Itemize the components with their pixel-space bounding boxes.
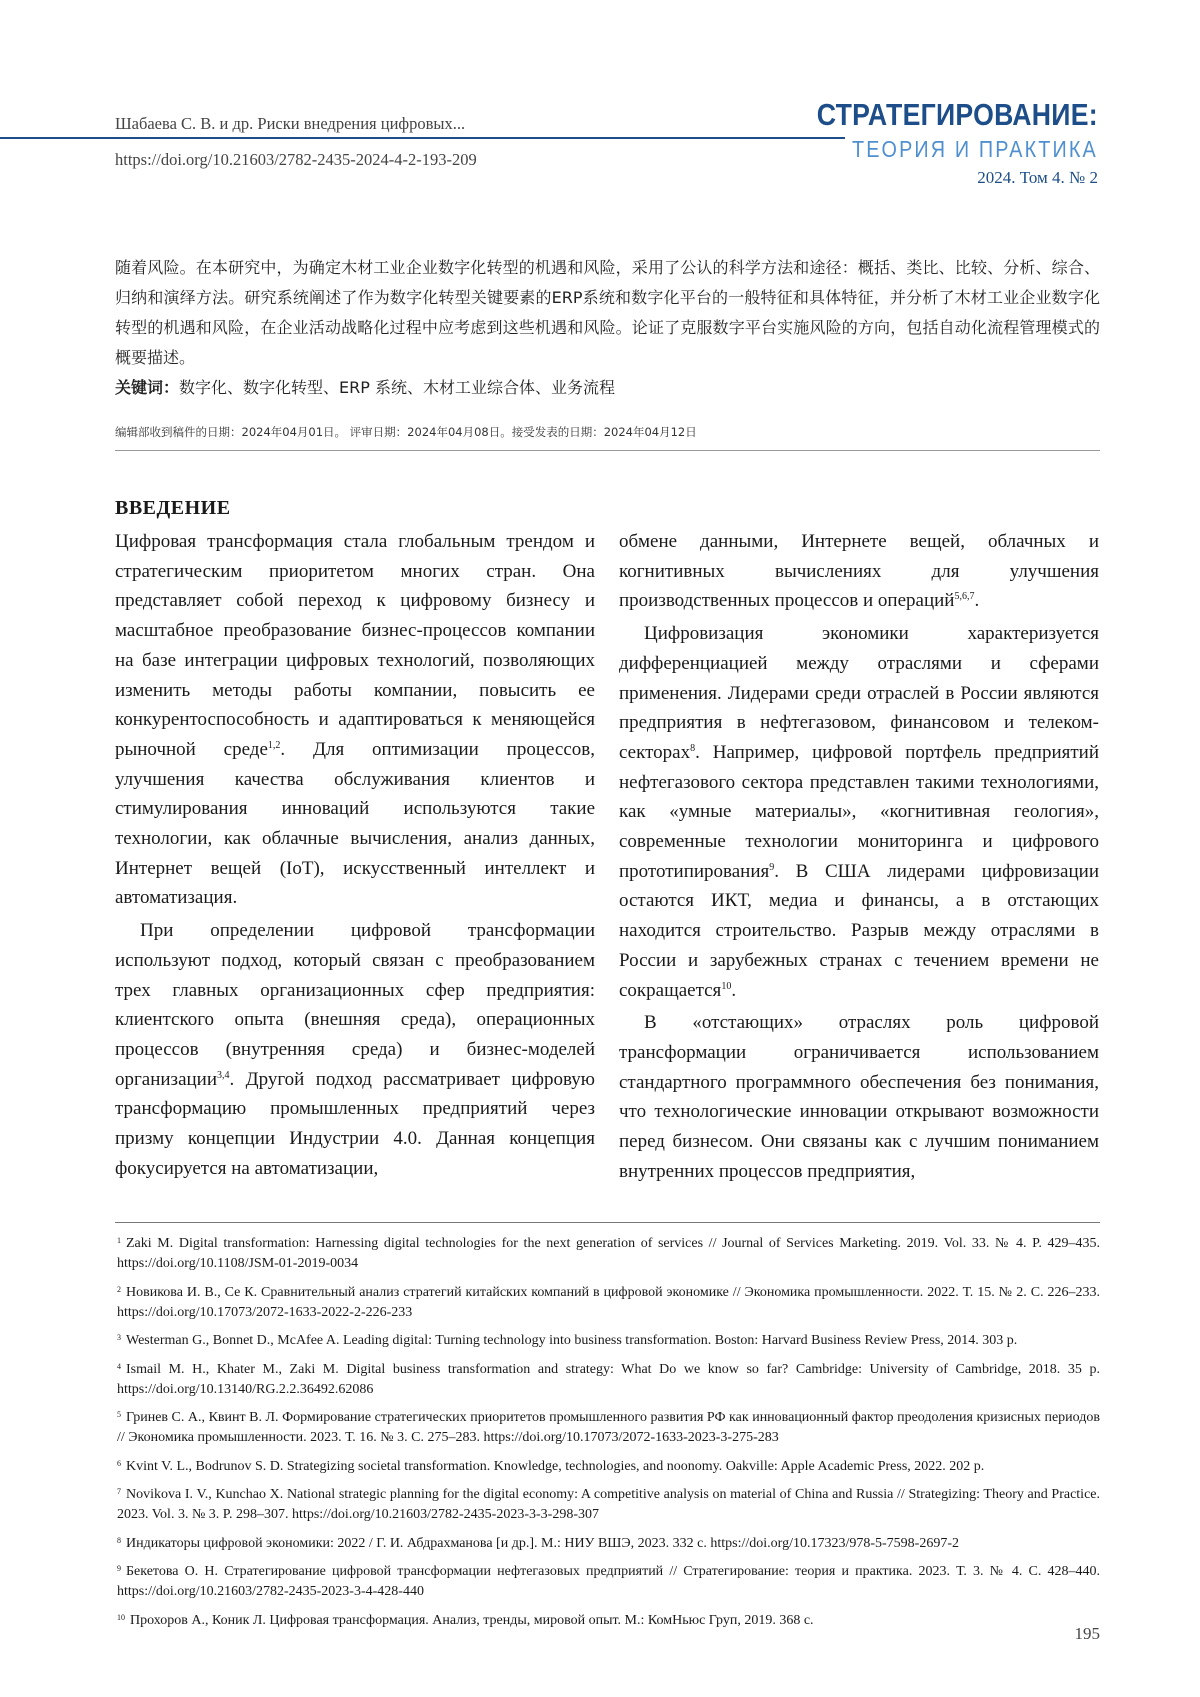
footnote-ref[interactable]: 3,4 bbox=[217, 1070, 230, 1081]
footnote-ref[interactable]: 1,2 bbox=[268, 740, 281, 751]
footnote-ref[interactable]: 8 bbox=[690, 743, 695, 754]
footnote-item: 6 Kvint V. L., Bodrunov S. D. Strategizing societal transformation. Knowledge, technologies, and noonomy. Oakville: Apple Academic Press, 2022. 202 p. bbox=[115, 1454, 1100, 1477]
journal-brand bbox=[771, 98, 1098, 190]
body-column-right bbox=[619, 527, 1099, 1186]
header-rule bbox=[0, 137, 845, 139]
journal-title-line1: СТРАТЕГИРОВАНИЕ: bbox=[817, 98, 1098, 132]
journal-title-line2: ТЕОРИЯ И ПРАКТИКА bbox=[817, 134, 1098, 164]
footnote-item: 7 Novikova I. V., Kunchao X. National strategic planning for the digital economy: A competitive analysis on material of China and Russia // Strategizing: Theory and Practice. 2023. Vol. 3. № 3. P. 298–307. https://doi.org/10.21603/2782-2435-2023-3-3-298-307 bbox=[115, 1482, 1100, 1525]
footnote-item: 8 Индикаторы цифровой экономики: 2022 / Г. И. Абдрахманова [и др.]. М.: НИУ ВШЭ, 2023. 332 с. https://doi.org/10.17323/978-5-7598-2697-2 bbox=[115, 1531, 1100, 1554]
body-column-left bbox=[115, 527, 595, 1183]
footnote-item: 2 Новикова И. В., Се К. Сравнительный анализ стратегий китайских компаний в цифровой экономике // Экономика промышленности. 2022. Т. 15. № 2. С. 226–233. https://doi.org/10.17073/2072-1633-2022-2-226-233 bbox=[115, 1280, 1100, 1323]
article-doi[interactable]: https://doi.org/10.21603/2782-2435-2024-4-2-193-209 bbox=[115, 150, 477, 170]
footnote-ref[interactable]: 9 bbox=[769, 862, 774, 873]
paragraph: обмене данными, Интернете вещей, облачных и когнитивных вычислениях для улучшения производственных процессов и операций5,6,7. bbox=[619, 527, 1099, 616]
dates-divider bbox=[115, 450, 1100, 451]
footnote-item: 9 Бекетова О. Н. Стратегирование цифровой трансформации нефтегазовых предприятий // Стратегирование: теория и практика. 2023. Т. 3. № 4. С. 428–440. https://doi.org/10.21603/2782-2435-2023-3-4-428-440 bbox=[115, 1559, 1100, 1602]
footnote-item: 5 Гринев С. А., Квинт В. Л. Формирование стратегических приоритетов промышленного развития РФ как инновационный фактор преодоления кризисных периодов // Экономика промышленности. 2023. Т. 16. № 3. С. 275–283. https://doi.org/10.17073/2072-1633-2023-3-275-283 bbox=[115, 1405, 1100, 1448]
submission-dates: 编辑部收到稿件的日期：2024年04月01日。 评审日期：2024年04月08日。接受发表的日期：2024年04月12日 bbox=[115, 424, 697, 440]
running-head-authors: Шабаева С. В. и др. Риски внедрения цифровых... bbox=[115, 114, 465, 134]
footnote-item: 10 Прохоров А., Коник Л. Цифровая трансформация. Анализ, тренды, мировой опыт. М.: КомНьюс Груп, 2019. 368 с. bbox=[115, 1608, 1100, 1631]
paragraph: При определении цифровой трансформации используют подход, который связан с преобразованием трех главных организационных сфер предприятия: клиентского опыта (внешняя среда), операционных процессов (внутренняя среда) и бизнес-моделей организации3,4. Другой подход рассматривает цифровую трансформацию промышленных предприятий через призму концепции Индустрии 4.0. Данная концепция фокусируется на автоматизации, bbox=[115, 916, 595, 1183]
paragraph: В «отстающих» отраслях роль цифровой трансформации ограничивается использованием стандартного программного обеспечения без понимания, что технологические инновации открывают возможности перед бизнесом. Они связаны как с лучшим пониманием внутренних процессов предприятия, bbox=[619, 1008, 1099, 1186]
footnotes-divider bbox=[115, 1222, 1100, 1223]
footnote-item: 1 Zaki M. Digital transformation: Harnessing digital technologies for the next generation of services // Journal of Services Marketing. 2019. Vol. 33. № 4. P. 429–435. https://doi.org/10.1108/JSM-01-2019-0034 bbox=[115, 1231, 1100, 1274]
page-number: 195 bbox=[1075, 1624, 1101, 1644]
article-page bbox=[0, 0, 1200, 1697]
footnote-ref[interactable]: 5,6,7 bbox=[954, 591, 974, 602]
abstract-chinese: 随着风险。在本研究中，为确定木材工业企业数字化转型的机遇和风险，采用了公认的科学方法和途径：概括、类比、比较、分析、综合、归纳和演绎方法。研究系统阐述了作为数字化转型关键要素的ERP系统和数字化平台的一般特征和具体特征，并分析了木材工业企业数字化转型的机遇和风险，在企业活动战略化过程中应考虑到这些机遇和风险。论证了克服数字平台实施风险的方向，包括自动化流程管理模式的概要描述。 bbox=[115, 253, 1100, 373]
footnotes bbox=[115, 1231, 1100, 1636]
journal-issue: 2024. Том 4. № 2 bbox=[771, 166, 1098, 190]
footnote-item: 3 Westerman G., Bonnet D., McAfee A. Leading digital: Turning technology into business transformation. Boston: Harvard Business Review Press, 2014. 303 p. bbox=[115, 1328, 1100, 1351]
section-title-introduction: ВВЕДЕНИЕ bbox=[115, 497, 231, 520]
paragraph: Цифровизация экономики характеризуется дифференциацией между отраслями и сферами применения. Лидерами среди отраслей в России являются предприятия в нефтегазовом, финансовом и телеком-секторах8. Например, цифровой портфель предприятий нефтегазового сектора представлен такими технологиями, как «умные материалы», «когнитивная геология», современные технологии мониторинга и цифрового прототипирования9. В США лидерами цифровизации остаются ИКТ, медиа и финансы, а в отстающих находится строительство. Разрыв между отраслями в России и зарубежных странах с течением времени не сокращается10. bbox=[619, 619, 1099, 1005]
keywords-list: 数字化、数字化转型、ERP 系统、木材工业综合体、业务流程 bbox=[179, 378, 615, 397]
footnote-item: 4 Ismail M. H., Khater M., Zaki M. Digital business transformation and strategy: What Do we know so far? Cambridge: University of Cambridge, 2018. 35 p. https://doi.org/10.13140/RG.2.2.36492.62086 bbox=[115, 1357, 1100, 1400]
paragraph: Цифровая трансформация стала глобальным трендом и стратегическим приоритетом многих стран. Она представляет собой переход к цифровому бизнесу и масштабное преобразование бизнес-процессов компании на базе интеграции цифровых технологий, позволяющих изменить методы работы компании, повысить ее конкурентоспособность и адаптироваться к меняющейся рыночной среде1,2. Для оптимизации процессов, улучшения качества обслуживания клиентов и стимулирования инноваций используются такие технологии, как облачные вычисления, анализ данных, Интернет вещей (IoT), искусственный интеллект и автоматизация. bbox=[115, 527, 595, 913]
keywords-label: 关键词： bbox=[115, 378, 179, 397]
keywords-chinese bbox=[115, 373, 1100, 403]
footnote-ref[interactable]: 10 bbox=[721, 981, 731, 992]
